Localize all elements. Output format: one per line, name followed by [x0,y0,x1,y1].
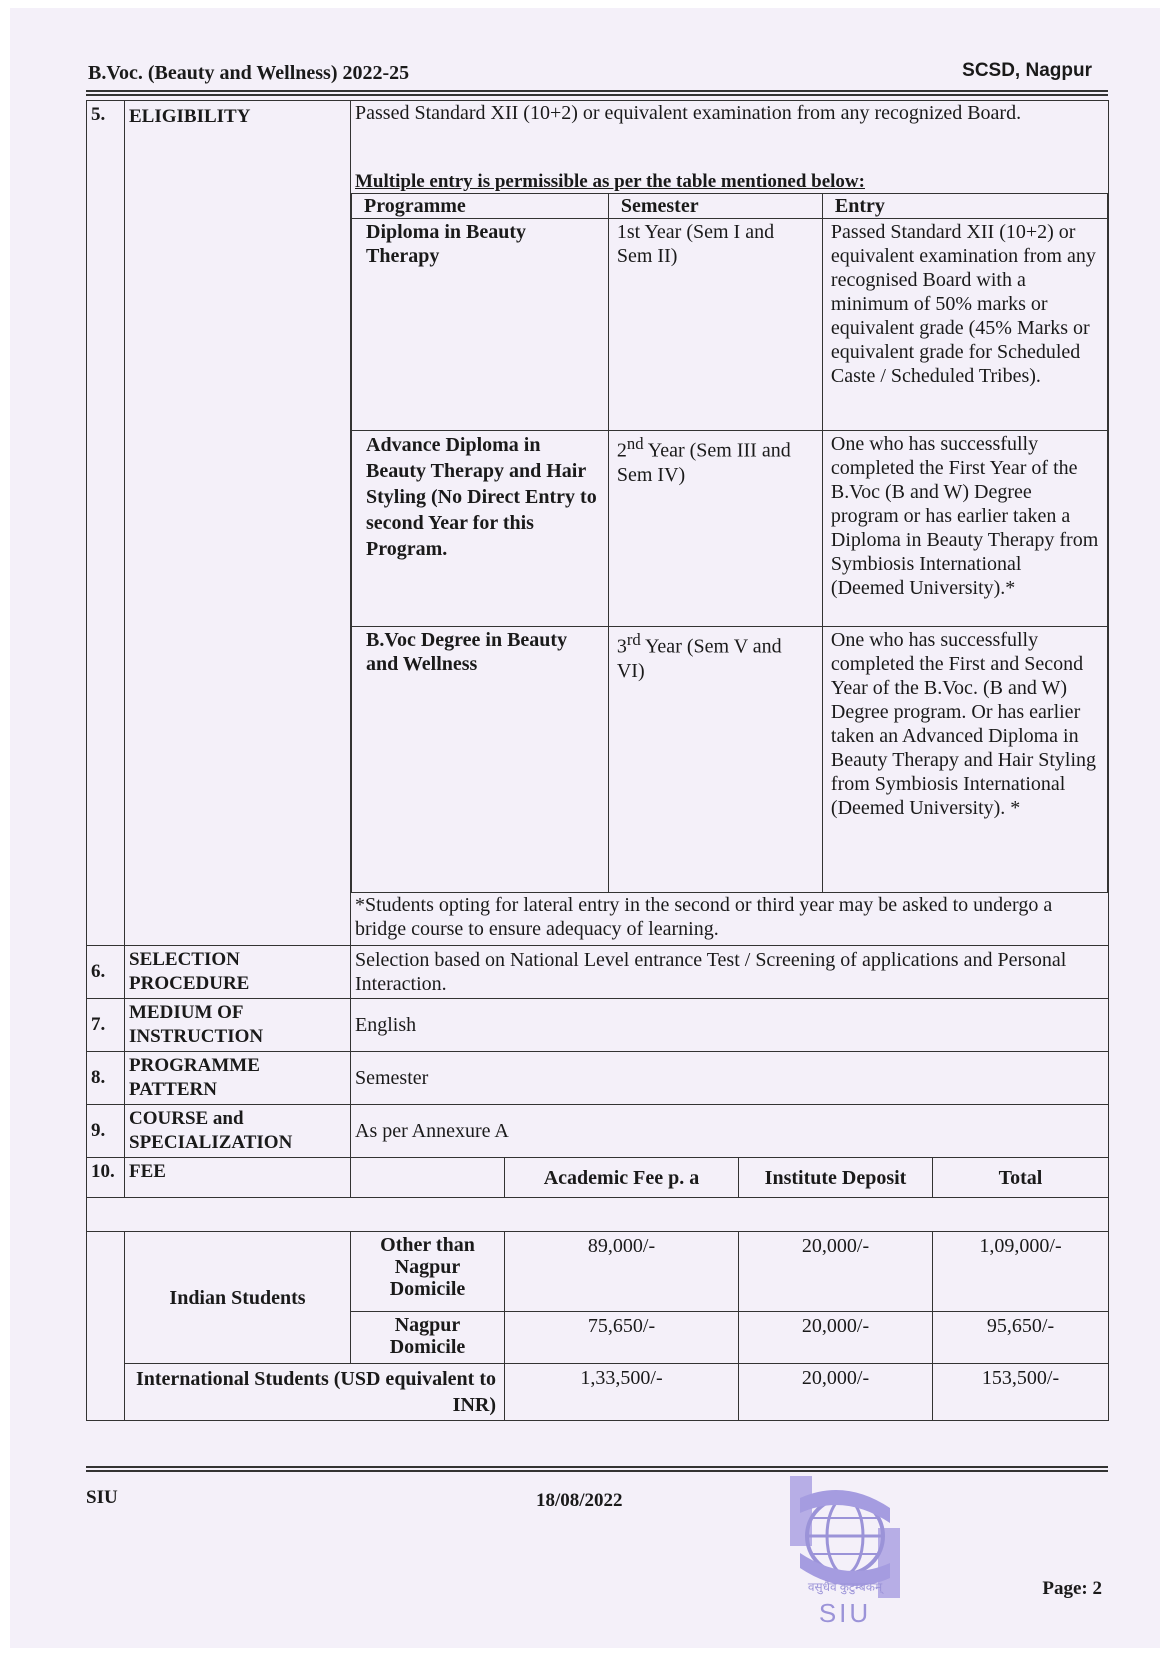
fee-category: Other than Nagpur Domicile [351,1232,505,1312]
eligibility-label: ELIGIBILITY [125,101,351,946]
page-number: Page: 2 [1042,1578,1102,1599]
fee-total: 95,650/- [933,1312,1109,1364]
fee-total: 1,09,000/- [933,1232,1109,1312]
medium-text: English [351,999,1109,1052]
semester-ordinal: nd [626,434,644,453]
header-programme-title: B.Voc. (Beauty and Wellness) 2022-25 [88,62,410,84]
semester-ordinal: rd [626,630,641,649]
selection-text: Selection based on National Level entrance Test / Screening of applications and Personal Interaction. [351,946,1109,999]
footer-date: 18/08/2022 [536,1490,623,1511]
col-entry: Entry [822,194,1107,219]
seal-motto: वसुधैव कुटुम्बकम् [807,1580,883,1594]
selection-row [87,946,1109,999]
col-semester: Semester [608,194,822,219]
selection-number: 6. [87,946,125,999]
pattern-label: PROGRAMME PATTERN [125,1052,351,1105]
course-label: COURSE and SPECIALIZATION [125,1105,351,1158]
pattern-text: Semester [351,1052,1109,1105]
selection-label: SELECTION PROCEDURE [125,946,351,999]
entry-programme: Diploma in Beauty Therapy [352,219,609,431]
international-students-label: International Students (USD equivalent to INR) [125,1364,505,1421]
semester-detail: Year (Sem III and Sem IV) [616,439,791,486]
entry-semester [608,431,822,627]
entry-criteria: One who has successfully completed the First and Second Year of the B.Voc. (B and W) Degree program. Or has earlier taken an Advanced Diploma in Beauty Therapy and Hair Styling from Symbiosis International (Deemed University). * [822,627,1107,893]
fee-col-academic: Academic Fee p. a [505,1158,739,1198]
fee-col-total: Total [933,1158,1109,1198]
medium-number: 7. [87,999,125,1052]
fee-header-row [87,1158,1109,1198]
fee-row [87,1364,1109,1421]
course-number: 9. [87,1105,125,1158]
entry-semester: 1st Year (Sem I and Sem II) [608,219,822,431]
entry-table-header [352,194,1108,219]
indian-students-label: Indian Students [125,1232,351,1364]
multiple-entry-note: Multiple entry is permissible as per the table mentioned below: [355,171,865,192]
header-institute: SCSD, Nagpur [962,60,1092,81]
fee-row [87,1232,1109,1312]
fee-academic: 1,33,500/- [505,1364,739,1421]
entry-criteria: Passed Standard XII (10+2) or equivalent examination from any recognised Board with a minimum of 50% marks or equivalent grade (45% Marks or equivalent grade for Scheduled Caste / Scheduled Tribes). [822,219,1107,431]
seal-text: SIU [818,1598,872,1628]
entry-row [352,627,1108,893]
semester-number: 3 [616,635,627,658]
fee-academic: 89,000/- [505,1232,739,1312]
medium-row [87,999,1109,1052]
footer-rule [86,1466,1108,1468]
entry-programme: B.Voc Degree in Beauty and Wellness [352,627,609,893]
footer-rule-2 [86,1470,1108,1472]
header-rule [86,90,1108,92]
course-text: As per Annexure A [351,1105,1109,1158]
header-rule-2 [86,94,1108,96]
fee-deposit: 20,000/- [739,1364,933,1421]
pattern-row [87,1052,1109,1105]
entry-row [352,219,1108,431]
fee-total: 153,500/- [933,1364,1109,1421]
multiple-entry-table [351,193,1108,893]
entry-programme: Advance Diploma in Beauty Therapy and Hair Styling (No Direct Entry to second Year for this Program. [352,431,609,627]
course-row [87,1105,1109,1158]
entry-semester [608,627,822,893]
fee-spacer-row [87,1198,1109,1232]
semester-number: 2 [616,439,627,462]
fee-deposit: 20,000/- [739,1312,933,1364]
fee-number: 10. [87,1158,125,1198]
fee-academic: 75,650/- [505,1312,739,1364]
eligibility-text: Passed Standard XII (10+2) or equivalent examination from any recognized Board. [355,102,1022,124]
programme-details-table [86,100,1109,1421]
semester-detail: Year (Sem V and VI) [616,635,782,682]
col-programme: Programme [352,194,609,219]
eligibility-row [87,101,1109,946]
medium-label: MEDIUM OF INSTRUCTION [125,999,351,1052]
fee-category: Nagpur Domicile [351,1312,505,1364]
footer-siu: SIU [86,1487,118,1508]
entry-row [352,431,1108,627]
fee-label: FEE [125,1158,351,1198]
entry-criteria: One who has successfully completed the First Year of the B.Voc (B and W) Degree program or has earlier taken a Diploma in Beauty Therapy from Symbiosis International (Deemed University).* [822,431,1107,627]
pattern-number: 8. [87,1052,125,1105]
fee-deposit: 20,000/- [739,1232,933,1312]
fee-col-deposit: Institute Deposit [739,1158,933,1198]
lateral-entry-note: *Students opting for lateral entry in the second or third year may be asked to undergo a bridge course to ensure adequacy of learning. [355,894,1053,940]
eligibility-number: 5. [87,101,125,946]
